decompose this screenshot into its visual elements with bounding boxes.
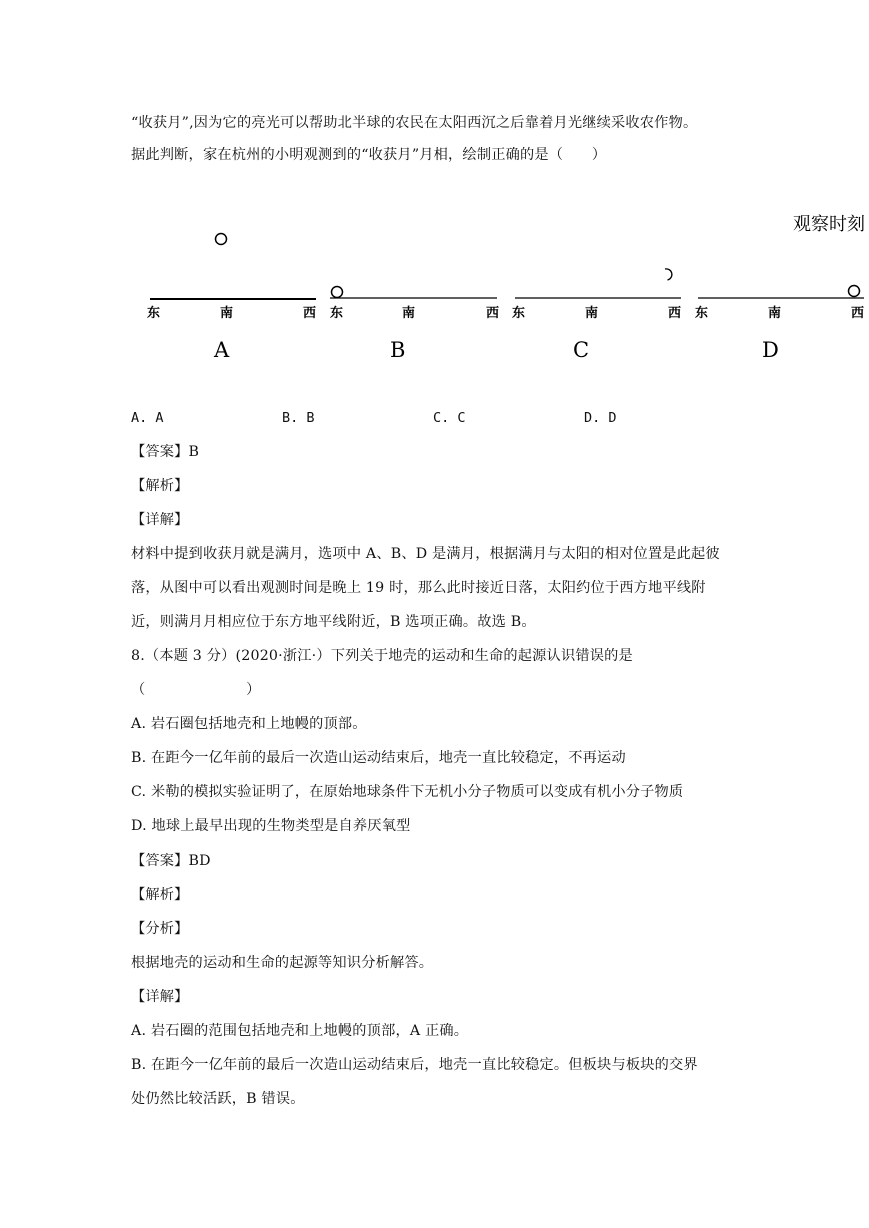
direction-west: 西 <box>851 306 865 321</box>
analysis-heading-2: 【解析】 <box>131 887 189 903</box>
option-b: B. B <box>282 410 315 426</box>
detail-heading: 【详解】 <box>131 512 189 528</box>
option-a: A. A <box>131 410 164 426</box>
analysis-text: 根据地壳的运动和生命的起源等知识分析解答。 <box>131 955 434 971</box>
direction-west: 西 <box>668 306 682 321</box>
answer-options <box>131 408 731 428</box>
question-text-line-2: 据此判断，家在杭州的小明观测到的“收获月”月相，绘制正确的是（ ） <box>131 147 607 163</box>
analysis-heading: 【解析】 <box>131 478 189 494</box>
panel-b <box>330 287 499 363</box>
full-moon-icon <box>216 234 227 245</box>
direction-east: 东 <box>330 306 344 321</box>
panel-letter: B <box>390 338 406 362</box>
direction-south: 南 <box>402 306 416 321</box>
panel-d <box>695 286 864 363</box>
observation-time-label: 观察时刻 <box>793 214 865 235</box>
direction-south: 南 <box>220 306 234 321</box>
direction-west: 西 <box>303 306 317 321</box>
question-text-line-1: “收获月”,因为它的亮光可以帮助北半球的农民在太阳西沉之后靠着月光继续采收农作物。 <box>131 115 698 131</box>
explanation-line-2: 落，从图中可以看出观测时间是晚上 19 时，那么此时接近日落，太阳约位于西方地平线附 <box>131 580 706 596</box>
question-8-option-d: D. 地球上最早出现的生物类型是自养厌氧型 <box>131 818 411 834</box>
explanation-line-3: 近，则满月月相应位于东方地平线附近，B 选项正确。故选 B。 <box>131 614 536 630</box>
question-8-option-a: A. 岩石圈包括地壳和上地幔的顶部。 <box>131 716 367 732</box>
analysis-subheading: 【分析】 <box>131 921 189 937</box>
panel-letter: C <box>573 338 590 362</box>
option-d: D. D <box>584 410 617 426</box>
answer-label-2: 【答案】BD <box>131 853 211 869</box>
detail-b-line-2: 处仍然比较活跃，B 错误。 <box>131 1091 305 1107</box>
full-moon-icon <box>332 287 343 298</box>
direction-east: 东 <box>695 306 709 321</box>
direction-east: 东 <box>147 306 161 321</box>
option-c: C. C <box>433 410 466 426</box>
direction-south: 南 <box>768 306 782 321</box>
crescent-moon-icon <box>665 269 672 280</box>
direction-south: 南 <box>585 306 599 321</box>
detail-b-line-1: B. 在距今一亿年前的最后一次造山运动结束后，地壳一直比较稳定。但板块与板块的交界 <box>131 1057 698 1073</box>
direction-west: 西 <box>486 306 500 321</box>
detail-a: A. 岩石圈的范围包括地壳和上地幔的顶部，A 正确。 <box>131 1023 469 1039</box>
question-8-bracket: （ ） <box>131 682 261 698</box>
full-moon-icon <box>849 286 860 297</box>
panel-a <box>147 234 316 363</box>
question-8-option-b: B. 在距今一亿年前的最后一次造山运动结束后，地壳一直比较稳定，不再运动 <box>131 750 626 766</box>
panel-letter: D <box>762 338 779 362</box>
question-8-option-c: C. 米勒的模拟实验证明了，在原始地球条件下无机小分子物质可以变成有机小分子物质 <box>131 784 684 800</box>
panel-c <box>512 269 681 362</box>
direction-east: 东 <box>512 306 526 321</box>
question-8-stem: 8.（本题 3 分）(2020·浙江·）下列关于地壳的运动和生命的起源认识错误的是 <box>131 648 633 664</box>
panel-letter: A <box>214 338 230 362</box>
answer-label: 【答案】B <box>131 444 200 460</box>
detail-heading-2: 【详解】 <box>131 989 189 1005</box>
explanation-line-1: 材料中提到收获月就是满月，选项中 A、B、D 是满月，根据满月与太阳的相对位置是此起彼 <box>131 546 720 562</box>
